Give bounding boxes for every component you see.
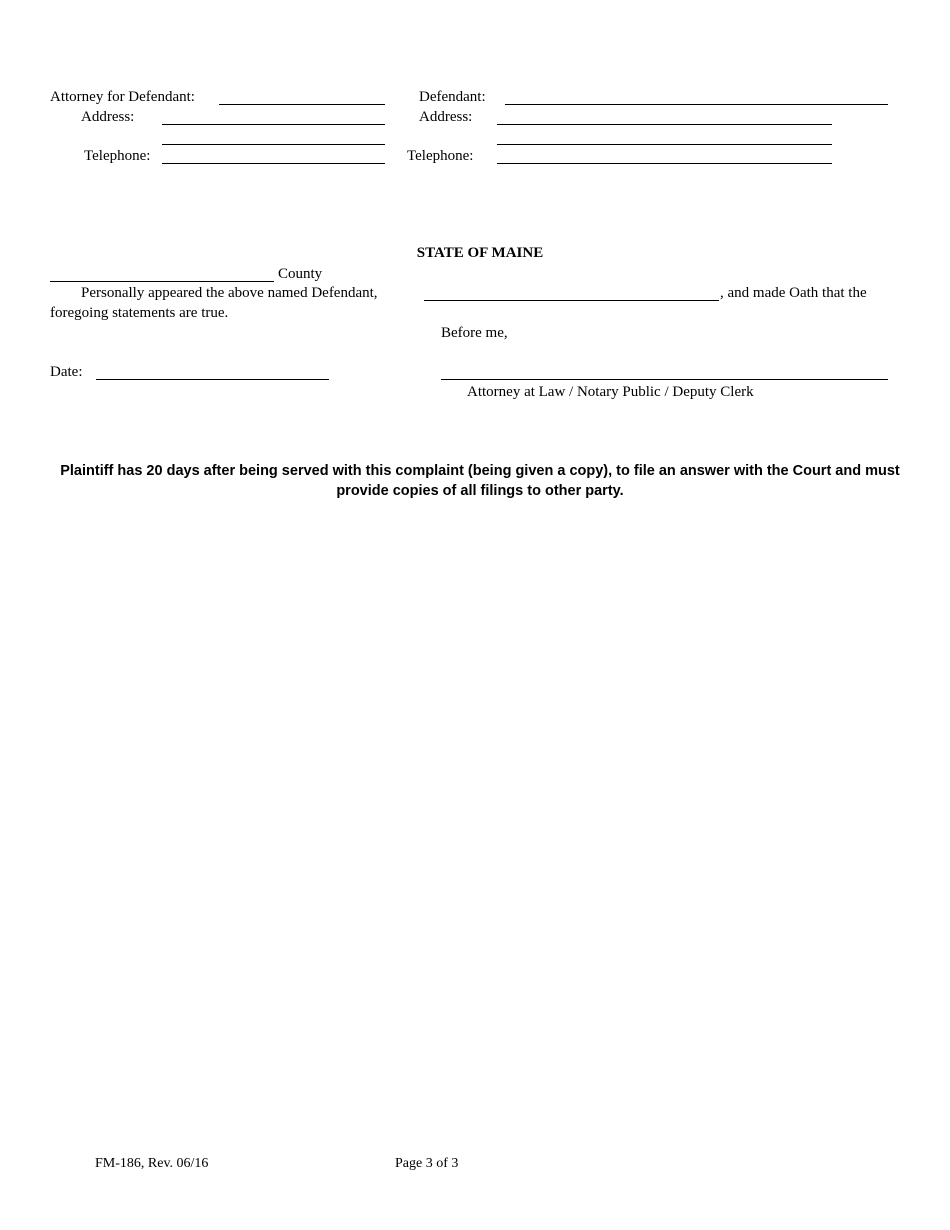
- attorney-for-defendant-label: Attorney for Defendant:: [50, 89, 195, 105]
- defendant-telephone-field[interactable]: [497, 163, 832, 164]
- oath-statement-part3: foregoing statements are true.: [50, 305, 229, 321]
- oath-statement-part2: , and made Oath that the: [720, 285, 867, 301]
- before-me-label: Before me,: [441, 325, 508, 341]
- defendant-name-field[interactable]: [505, 104, 888, 105]
- defendant-address-field-1[interactable]: [497, 124, 832, 125]
- attorney-name-field[interactable]: [219, 104, 385, 105]
- page-number: Page 3 of 3: [395, 1156, 459, 1171]
- oath-statement-part1: Personally appeared the above named Defendant,: [81, 285, 378, 301]
- county-label: County: [278, 266, 323, 282]
- attorney-address-field-2[interactable]: [162, 144, 385, 145]
- defendant-label: Defendant:: [419, 89, 486, 105]
- attorney-telephone-field[interactable]: [162, 163, 385, 164]
- defendant-address-label: Address:: [419, 109, 473, 125]
- date-label: Date:: [50, 364, 83, 380]
- oath-defendant-name-field[interactable]: [424, 300, 719, 301]
- answer-notice: Plaintiff has 20 days after being served with this complaint (being given a copy), to file an answer with the Court and must provide copies of all filings to other party.: [60, 463, 900, 499]
- attorney-telephone-label: Telephone:: [84, 148, 151, 164]
- signature-field[interactable]: [441, 379, 888, 380]
- defendant-telephone-label: Telephone:: [407, 148, 474, 164]
- attorney-address-field-1[interactable]: [162, 124, 385, 125]
- attorney-address-label: Address:: [81, 109, 135, 125]
- form-id: FM-186, Rev. 06/16: [95, 1156, 209, 1171]
- county-field[interactable]: [50, 281, 274, 282]
- signature-caption: Attorney at Law / Notary Public / Deputy Clerk: [467, 384, 754, 400]
- defendant-address-field-2[interactable]: [497, 144, 832, 145]
- date-field[interactable]: [96, 379, 329, 380]
- state-heading: STATE OF MAINE: [416, 245, 544, 261]
